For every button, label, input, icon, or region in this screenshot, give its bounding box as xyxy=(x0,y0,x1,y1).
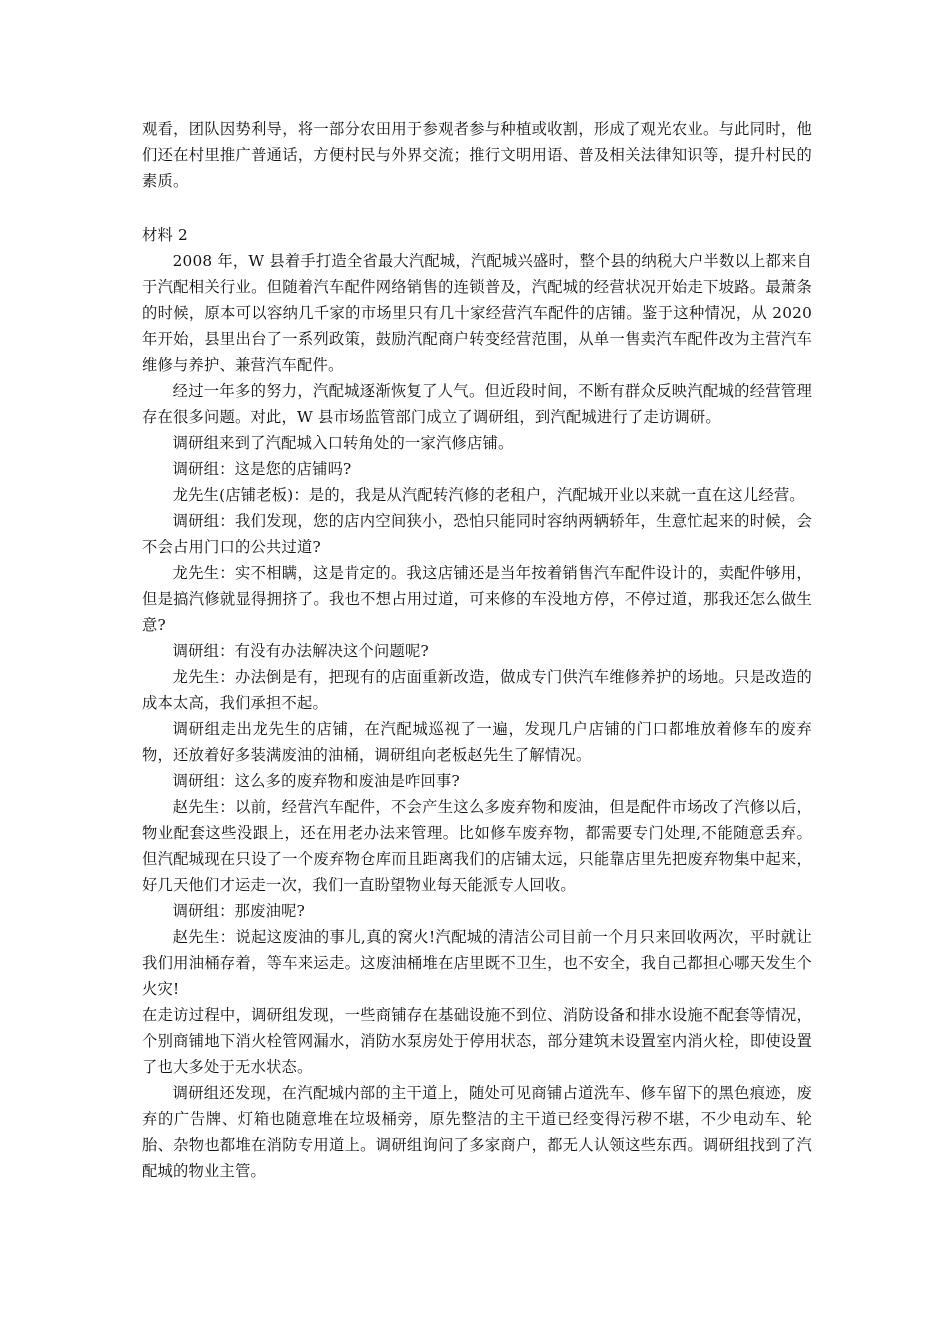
body-paragraph: 在走访过程中，调研组发现，一些商铺存在基础设施不到位、消防设备和排水设施不配套等情况，个别商铺地下消火栓管网漏水，消防水泵房处于停用状态，部分建筑未设置室内消火栓，即使设置了也大多处于无水状态。 xyxy=(142,1006,812,1076)
body-paragraph: 调研组来到了汽配城入口转角处的一家汽修店铺。 xyxy=(172,434,514,452)
body-paragraph: 2008 年，W 县着手打造全省最大汽配城，汽配城兴盛时，整个县的纳税大户半数以上都来自于汽配相关行业。但随着汽车配件网络销售的连锁普及，汽配城的经营状况开始走下坡路。最萧条的时候，原本可以容纳几千家的市场里只有几十家经营汽车配件的店铺。鉴于这种情况，从 2020 年开始，县里出台了一系列政策，鼓励汽配商户转变经营范围，从单一售卖汽车配件改为主营汽车维修与养护、兼营汽车配件。 xyxy=(142,252,812,374)
body-paragraph: 经过一年多的努力，汽配城逐渐恢复了人气。但近段时间，不断有群众反映汽配城的经营管理存在很多问题。对此，W 县市场监管部门成立了调研组，到汽配城进行了走访调研。 xyxy=(142,382,812,426)
body-paragraph: 调研组：这是您的店铺吗? xyxy=(172,460,352,478)
section-title: 材料 2 xyxy=(142,226,188,244)
body-paragraph: 赵先生：说起这废油的事儿,真的窝火!汽配城的清洁公司目前一个月只来回收两次，平时就让我们用油桶存着，等车来运走。这废油桶堆在店里既不卫生，也不安全，我自己都担心哪天发生个火灾! xyxy=(142,928,812,998)
body-paragraph: 赵先生：以前，经营汽车配件，不会产生这么多废弃物和废油，但是配件市场改了汽修以后，物业配套这些没跟上，还在用老办法来管理。比如修车废弃物，都需要专门处理,不能随意丢弃。但汽配城现在只设了一个废弃物仓库而且距离我们的店铺太远，只能靠店里先把废弃物集中起来，好几天他们才运走一次，我们一直盼望物业每天能派专人回收。 xyxy=(142,798,812,894)
body-paragraph: 龙先生：办法倒是有，把现有的店面重新改造，做成专门供汽车维修养护的场地。只是改造的成本太高，我们承担不起。 xyxy=(142,668,812,712)
document-page xyxy=(142,116,812,1184)
body-paragraph: 调研组还发现，在汽配城内部的主干道上，随处可见商铺占道洗车、修车留下的黑色痕迹，废弃的广告牌、灯箱也随意堆在垃圾桶旁，原先整洁的主干道已经变得污秽不堪，不少电动车、轮胎、杂物也都堆在消防专用道上。调研组询问了多家商户，都无人认领这些东西。调研组找到了汽配城的物业主管。 xyxy=(142,1084,812,1180)
body-paragraph: 龙先生：实不相瞒，这是肯定的。我这店铺还是当年按着销售汽车配件设计的，卖配件够用，但是搞汽修就显得拥挤了。我也不想占用过道，可来修的车没地方停，不停过道，那我还怎么做生意? xyxy=(142,564,812,634)
body-paragraph: 调研组：这么多的废弃物和废油是咋回事? xyxy=(172,772,460,790)
body-paragraph: 调研组走出龙先生的店铺，在汽配城巡视了一遍，发现几户店铺的门口都堆放着修车的废弃物，还放着好多装满废油的油桶，调研组向老板赵先生了解情况。 xyxy=(142,720,812,764)
section-spacer xyxy=(142,194,812,222)
intro-paragraph: 观看，团队因势利导，将一部分农田用于参观者参与种植或收割，形成了观光农业。与此同时，他们还在村里推广普通话，方便村民与外界交流；推行文明用语、普及相关法律知识等，提升村民的素质。 xyxy=(142,120,812,190)
body-paragraph: 调研组：有没有办法解决这个问题呢? xyxy=(172,642,429,660)
body-paragraph: 调研组：我们发现，您的店内空间狭小，恐怕只能同时容纳两辆轿年，生意忙起来的时候，会不会占用门口的公共过道? xyxy=(142,512,812,556)
body-paragraph: 龙先生(店铺老板)：是的，我是从汽配转汽修的老租户，汽配城开业以来就一直在这儿经营。 xyxy=(172,486,805,504)
paragraph-list xyxy=(142,248,812,1184)
body-paragraph: 调研组：那废油呢? xyxy=(172,902,305,920)
